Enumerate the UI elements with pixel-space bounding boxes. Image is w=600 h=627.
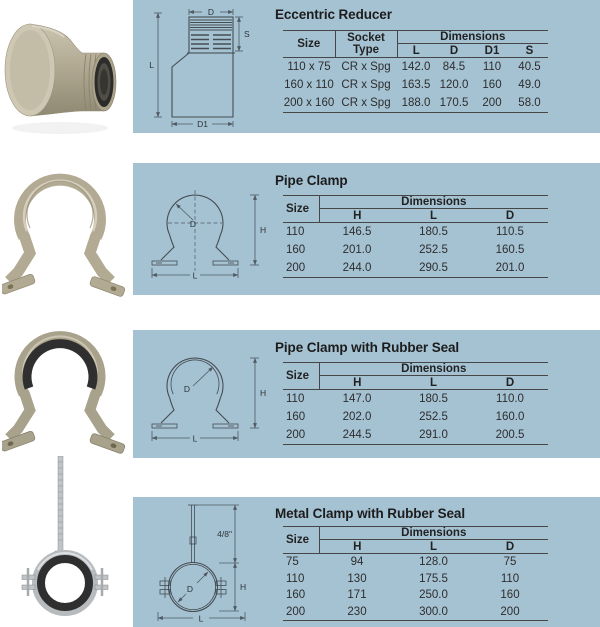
cell-size: 200 [286, 262, 306, 274]
spec-table-metal-clamp-rubber-seal [283, 526, 548, 621]
cell-dim: 110 [500, 572, 520, 585]
dim-label-d1: D1 [197, 119, 208, 129]
drawing-pipe-clamp-rubber-seal [147, 350, 267, 450]
threaded-rod [58, 456, 63, 554]
section-panel-pipe-clamp-rubber-seal [133, 330, 600, 458]
cell-dim: 252.5 [419, 411, 448, 423]
col-header-socket-type: Socket Type [335, 31, 397, 58]
cell-dim: 175.5 [419, 572, 448, 585]
section-panel-pipe-clamp [133, 163, 600, 295]
cell-dim: 84.5 [442, 61, 466, 73]
dim-label-s: S [244, 29, 250, 39]
cell-dim: 142.0 [401, 61, 431, 73]
clamp-foot-left [152, 424, 177, 428]
col-header-d: D [435, 44, 473, 58]
col-header-h: H [319, 209, 395, 223]
clamp-arch [20, 180, 100, 237]
table-row [283, 587, 548, 604]
col-header-d1: D1 [473, 44, 511, 58]
cell-dim: 252.5 [419, 244, 448, 256]
dim-line-d [197, 572, 208, 583]
clamp-foot-left [152, 261, 177, 265]
col-header-l: L [397, 44, 435, 58]
clamp-foot-right [213, 424, 238, 428]
col-header-l: L [395, 540, 472, 554]
cell-dim: 230 [347, 605, 367, 618]
cell-size: 200 [286, 429, 306, 441]
rubber-seal-strip [27, 344, 93, 388]
spec-table-pipe-clamp-rubber-seal [283, 362, 548, 445]
col-header-l: L [395, 376, 472, 390]
col-header-size: Size [283, 196, 319, 223]
col-header-dimensions: Dimensions [397, 31, 548, 44]
cell-dim: 75 [503, 556, 517, 569]
cell-dim: 171 [347, 589, 367, 602]
col-header-size: Size [283, 31, 335, 58]
table-row [283, 426, 548, 445]
photo-pipe-clamp-rubber-seal [2, 324, 126, 464]
section-title: Pipe Clamp [275, 173, 348, 188]
section-title: Pipe Clamp with Rubber Seal [275, 340, 460, 355]
spec-table-pipe-clamp [283, 195, 548, 278]
clamp-leg-right [216, 235, 229, 260]
dim-label-d: D [183, 384, 191, 394]
cell-dim: 147.0 [342, 393, 372, 405]
table-row [283, 390, 548, 409]
clamp-leg-left [9, 235, 30, 281]
dim-label-h: H [260, 225, 267, 235]
cell-dim: 200 [500, 605, 520, 618]
spec-table-eccentric-reducer [283, 30, 548, 113]
cell-size: 75 [286, 556, 299, 569]
cell-dim: 163.5 [401, 79, 431, 91]
cell-dim: 160.0 [495, 411, 525, 423]
cell-size: 110 [286, 572, 305, 585]
rubber-seal-ring [41, 559, 89, 607]
cell-dim: 146.5 [342, 226, 372, 238]
cell-dim: 160 [482, 79, 502, 91]
dim-label-l: L [198, 613, 204, 624]
col-header-size: Size [283, 363, 319, 390]
dim-label-d: D [207, 7, 215, 17]
col-header-h: H [319, 376, 395, 390]
clamp-arch-outline [167, 358, 223, 398]
table-row [283, 241, 548, 259]
dim-line-d [176, 204, 193, 220]
photo-pipe-clamp [2, 165, 126, 307]
cell-socket-type: CR x Spg [341, 79, 391, 91]
photo-metal-clamp-rubber-seal [8, 456, 122, 626]
reducer-large-end-inner [10, 30, 50, 110]
cell-size: 110 [286, 393, 305, 405]
col-header-dimensions: Dimensions [319, 527, 548, 540]
cell-dim: 244.0 [342, 262, 372, 274]
table-row [283, 571, 548, 588]
cell-dim: 200.5 [495, 429, 525, 441]
cell-size: 160 [286, 589, 306, 602]
table-row [283, 259, 548, 278]
cell-dim: 160 [500, 589, 520, 602]
col-header-dimensions: Dimensions [319, 363, 548, 376]
photo-shadow [12, 122, 108, 134]
cell-dim: 201.0 [342, 244, 372, 256]
dim-label-l: L [192, 270, 198, 281]
table-row [283, 76, 548, 94]
cell-dim: 130 [347, 572, 367, 585]
cell-size: 110 [286, 226, 305, 238]
dim-label-h: H [240, 582, 247, 592]
cell-dim: 110.0 [496, 393, 524, 405]
drawing-eccentric-reducer [145, 3, 270, 130]
section-panel-eccentric-reducer [133, 0, 600, 133]
table-row [283, 58, 548, 77]
dim-line-d [178, 594, 186, 602]
cell-socket-type: CR x Spg [341, 97, 391, 109]
cell-dim: 290.5 [419, 262, 448, 274]
cell-size: 110 x 75 [287, 61, 331, 73]
cell-dim: 300.0 [419, 605, 448, 618]
table-row [283, 94, 548, 113]
cell-dim: 188.0 [401, 97, 431, 109]
cell-dim: 180.5 [419, 226, 448, 238]
cell-dim: 250.0 [419, 589, 448, 602]
reducer-body-outline [172, 53, 233, 117]
cell-socket-type: CR x Spg [341, 61, 391, 73]
cell-dim: 94 [350, 556, 364, 569]
cell-size: 160 [286, 411, 306, 423]
cell-dim: 58.0 [518, 97, 541, 109]
cell-dim: 128.0 [419, 556, 448, 569]
dim-label-d: D [189, 219, 197, 229]
col-header-l: L [395, 209, 472, 223]
cell-dim: 200 [482, 97, 502, 109]
cell-dim: 40.5 [518, 61, 541, 73]
cell-size: 160 [286, 244, 306, 256]
cell-dim: 201.0 [495, 262, 525, 274]
cell-dim: 180.5 [419, 393, 448, 405]
cell-dim: 170.5 [439, 97, 469, 109]
dim-line-d [193, 367, 213, 386]
table-row [283, 554, 548, 571]
col-header-size: Size [283, 527, 319, 554]
drawing-metal-clamp-rubber-seal [147, 501, 282, 625]
clamp-leg-left [9, 392, 30, 438]
col-header-dimensions: Dimensions [319, 196, 548, 209]
dim-label-l: L [192, 433, 198, 444]
rubber-seal-inner-arc [171, 360, 219, 394]
rod-coupler [190, 537, 196, 544]
clamp-leg-left [161, 398, 174, 423]
section-panel-metal-clamp-rubber-seal [133, 497, 600, 627]
col-header-d: D [472, 209, 548, 223]
dim-label-d: D [186, 584, 194, 594]
cell-size: 160 x 110 [284, 79, 334, 91]
cell-size: 200 [286, 605, 306, 618]
col-header-d: D [472, 540, 548, 554]
table-row [283, 223, 548, 242]
clamp-leg-left [161, 235, 174, 260]
cell-dim: 120.0 [439, 79, 469, 91]
col-header-h: H [319, 540, 395, 554]
section-title: Metal Clamp with Rubber Seal [275, 506, 465, 521]
clamp-leg-right [90, 235, 111, 281]
col-header-d: D [472, 376, 548, 390]
dim-label-rod-length: 4/8" [217, 529, 232, 539]
cell-dim: 49.0 [518, 79, 541, 91]
cell-size: 200 x 160 [283, 97, 335, 109]
table-row [283, 408, 548, 426]
dim-label-l: L [149, 60, 154, 70]
clamp-foot-right [213, 261, 238, 265]
socket-ribs-solid [190, 20, 232, 30]
cell-dim: 202.0 [342, 411, 372, 423]
cell-dim: 244.5 [342, 429, 372, 441]
clamp-leg-right [216, 398, 229, 423]
clamp-leg-right [90, 392, 111, 438]
cell-dim: 110 [482, 61, 502, 73]
photo-eccentric-reducer [2, 6, 128, 151]
col-header-s: S [511, 44, 548, 58]
table-row [283, 604, 548, 621]
section-title: Eccentric Reducer [275, 7, 392, 22]
cell-dim: 110.5 [496, 226, 524, 238]
cell-dim: 291.0 [419, 429, 448, 441]
cell-dim: 160.5 [495, 244, 525, 256]
socket-bore-deep [100, 69, 108, 95]
drawing-pipe-clamp [147, 185, 267, 285]
socket-ribs-split [191, 35, 231, 49]
dim-label-h: H [260, 388, 267, 398]
